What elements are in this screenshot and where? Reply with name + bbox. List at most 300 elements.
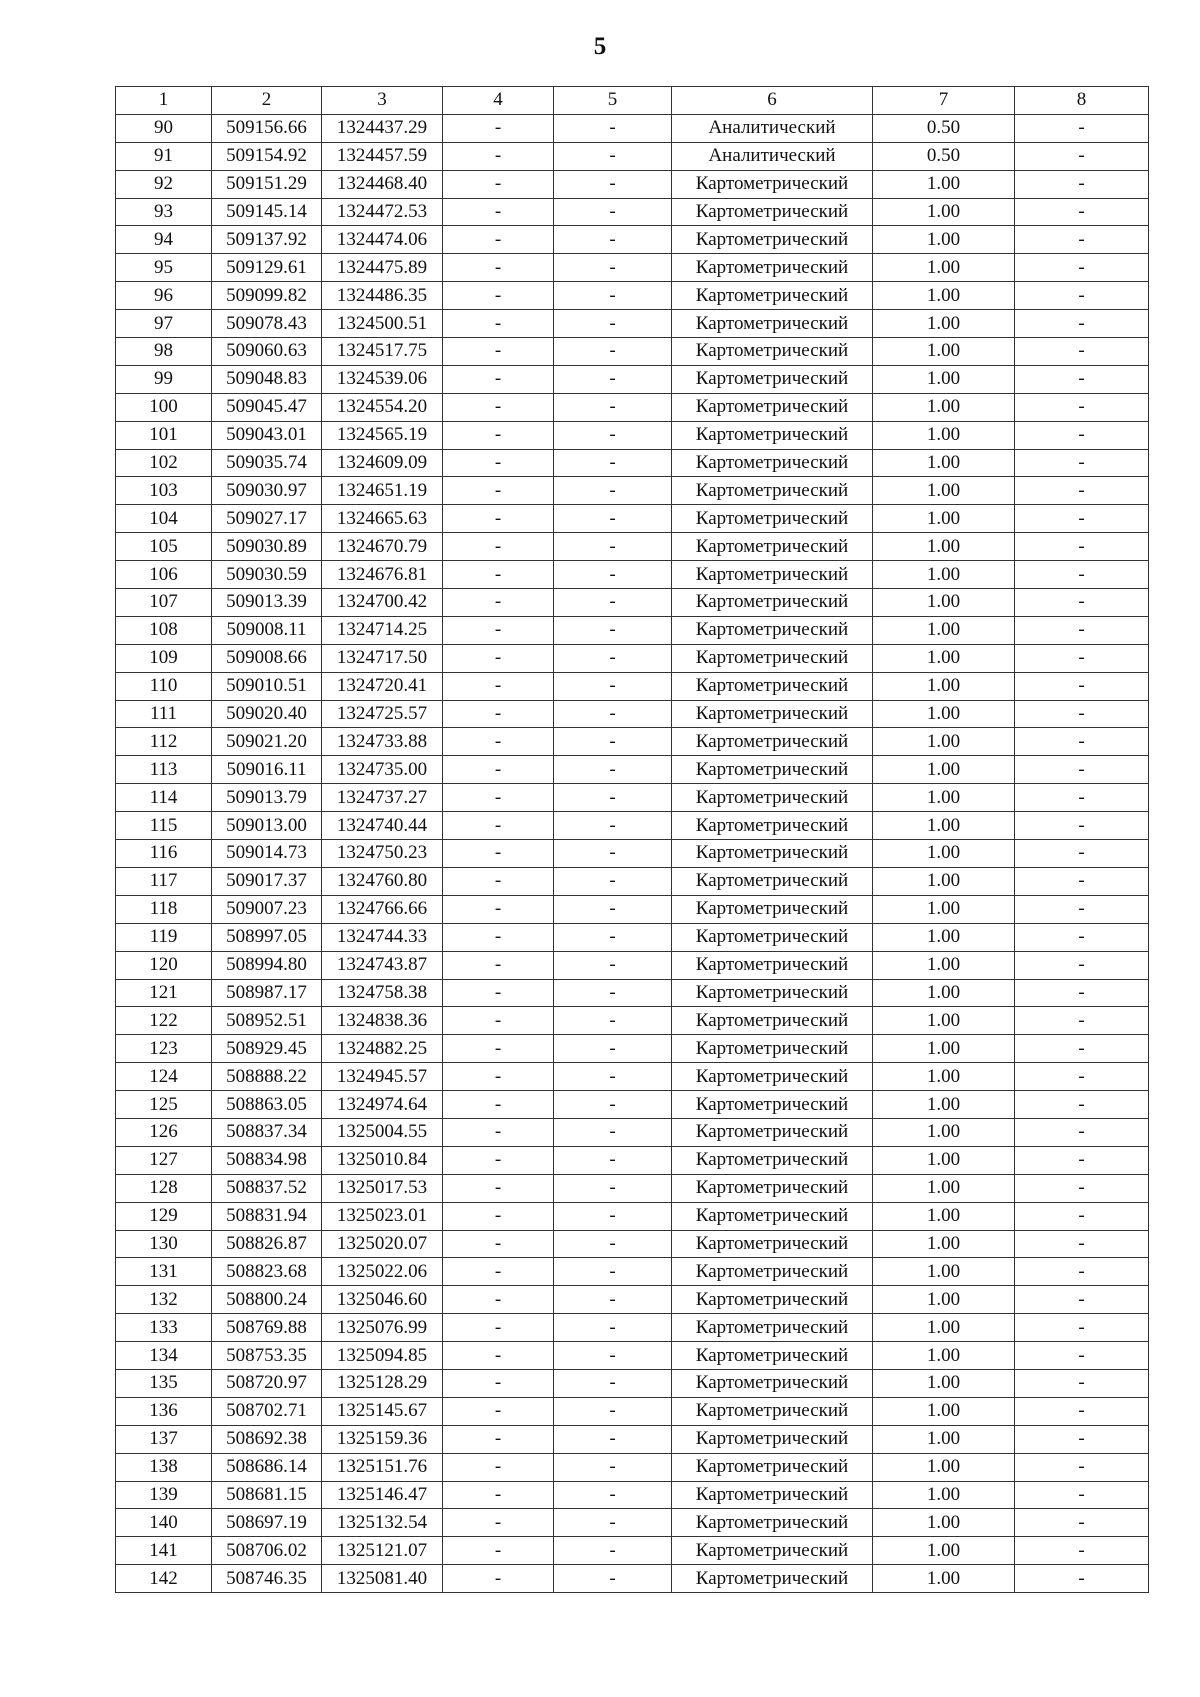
point-number-cell: 110: [116, 672, 212, 700]
column-4-cell: -: [443, 895, 554, 923]
x-coordinate-cell: 508800.24: [212, 1286, 322, 1314]
column-8-cell: -: [1015, 254, 1149, 282]
accuracy-cell: 1.00: [873, 1146, 1015, 1174]
column-5-cell: -: [554, 1258, 672, 1286]
x-coordinate-cell: 508987.17: [212, 979, 322, 1007]
point-number-cell: 93: [116, 198, 212, 226]
table-row: [116, 282, 1149, 310]
column-4-cell: -: [443, 533, 554, 561]
x-coordinate-cell: 508837.52: [212, 1174, 322, 1202]
column-5-cell: -: [554, 1509, 672, 1537]
column-8-cell: -: [1015, 1342, 1149, 1370]
column-4-cell: -: [443, 867, 554, 895]
column-4-cell: -: [443, 951, 554, 979]
x-coordinate-cell: 509030.97: [212, 477, 322, 505]
table-row: [116, 923, 1149, 951]
x-coordinate-cell: 508826.87: [212, 1230, 322, 1258]
table-row: [116, 1397, 1149, 1425]
y-coordinate-cell: 1324500.51: [322, 310, 443, 338]
point-number-cell: 130: [116, 1230, 212, 1258]
column-8-cell: -: [1015, 895, 1149, 923]
y-coordinate-cell: 1324744.33: [322, 923, 443, 951]
accuracy-cell: 1.00: [873, 644, 1015, 672]
point-number-cell: 92: [116, 170, 212, 198]
accuracy-cell: 1.00: [873, 784, 1015, 812]
y-coordinate-cell: 1324714.25: [322, 616, 443, 644]
column-5-cell: -: [554, 1342, 672, 1370]
method-cell: Картометрический: [672, 1035, 873, 1063]
x-coordinate-cell: 509021.20: [212, 728, 322, 756]
column-5-cell: -: [554, 728, 672, 756]
column-5-cell: -: [554, 589, 672, 617]
method-cell: Картометрический: [672, 672, 873, 700]
point-number-cell: 90: [116, 114, 212, 142]
column-4-cell: -: [443, 198, 554, 226]
point-number-cell: 97: [116, 310, 212, 338]
column-5-cell: -: [554, 979, 672, 1007]
column-8-cell: -: [1015, 589, 1149, 617]
y-coordinate-cell: 1324609.09: [322, 449, 443, 477]
y-coordinate-cell: 1324717.50: [322, 644, 443, 672]
point-number-cell: 142: [116, 1565, 212, 1593]
column-5-cell: -: [554, 867, 672, 895]
method-cell: Картометрический: [672, 1369, 873, 1397]
column-5-cell: -: [554, 533, 672, 561]
point-number-cell: 101: [116, 421, 212, 449]
column-4-cell: -: [443, 254, 554, 282]
column-8-cell: -: [1015, 477, 1149, 505]
accuracy-cell: 1.00: [873, 867, 1015, 895]
column-4-cell: -: [443, 1146, 554, 1174]
column-8-cell: -: [1015, 1230, 1149, 1258]
method-cell: Картометрический: [672, 895, 873, 923]
point-number-cell: 136: [116, 1397, 212, 1425]
x-coordinate-cell: 508863.05: [212, 1091, 322, 1119]
column-8-cell: -: [1015, 1258, 1149, 1286]
x-coordinate-cell: 508753.35: [212, 1342, 322, 1370]
point-number-cell: 118: [116, 895, 212, 923]
y-coordinate-cell: 1324882.25: [322, 1035, 443, 1063]
y-coordinate-cell: 1325145.67: [322, 1397, 443, 1425]
accuracy-cell: 1.00: [873, 393, 1015, 421]
y-coordinate-cell: 1324651.19: [322, 477, 443, 505]
accuracy-cell: 1.00: [873, 310, 1015, 338]
table-row: [116, 1314, 1149, 1342]
method-cell: Картометрический: [672, 589, 873, 617]
y-coordinate-cell: 1325081.40: [322, 1565, 443, 1593]
column-5-cell: -: [554, 1118, 672, 1146]
column-5-cell: -: [554, 477, 672, 505]
column-8-cell: -: [1015, 644, 1149, 672]
table-row: [116, 1202, 1149, 1230]
point-number-cell: 140: [116, 1509, 212, 1537]
x-coordinate-cell: 509013.00: [212, 812, 322, 840]
column-4-cell: -: [443, 812, 554, 840]
column-8-cell: -: [1015, 421, 1149, 449]
table-row: [116, 979, 1149, 1007]
y-coordinate-cell: 1325022.06: [322, 1258, 443, 1286]
accuracy-cell: 1.00: [873, 1063, 1015, 1091]
method-cell: Картометрический: [672, 1425, 873, 1453]
method-cell: Картометрический: [672, 505, 873, 533]
column-4-cell: -: [443, 1035, 554, 1063]
accuracy-cell: 1.00: [873, 477, 1015, 505]
x-coordinate-cell: 508997.05: [212, 923, 322, 951]
method-cell: Картометрический: [672, 644, 873, 672]
table-row: [116, 1481, 1149, 1509]
column-4-cell: -: [443, 672, 554, 700]
column-8-cell: -: [1015, 951, 1149, 979]
method-cell: Картометрический: [672, 449, 873, 477]
y-coordinate-cell: 1325046.60: [322, 1286, 443, 1314]
y-coordinate-cell: 1324474.06: [322, 226, 443, 254]
column-4-cell: -: [443, 477, 554, 505]
accuracy-cell: 1.00: [873, 365, 1015, 393]
method-cell: Аналитический: [672, 114, 873, 142]
point-number-cell: 108: [116, 616, 212, 644]
column-8-cell: -: [1015, 867, 1149, 895]
x-coordinate-cell: 509137.92: [212, 226, 322, 254]
column-8-cell: -: [1015, 756, 1149, 784]
column-8-cell: -: [1015, 1481, 1149, 1509]
x-coordinate-cell: 509048.83: [212, 365, 322, 393]
method-cell: Картометрический: [672, 1063, 873, 1091]
accuracy-cell: 1.00: [873, 505, 1015, 533]
accuracy-cell: 1.00: [873, 672, 1015, 700]
y-coordinate-cell: 1325076.99: [322, 1314, 443, 1342]
column-8-cell: -: [1015, 1286, 1149, 1314]
accuracy-cell: 1.00: [873, 700, 1015, 728]
y-coordinate-cell: 1324760.80: [322, 867, 443, 895]
y-coordinate-cell: 1325121.07: [322, 1537, 443, 1565]
method-cell: Картометрический: [672, 812, 873, 840]
x-coordinate-cell: 509027.17: [212, 505, 322, 533]
method-cell: Картометрический: [672, 561, 873, 589]
x-coordinate-cell: 508706.02: [212, 1537, 322, 1565]
column-5-cell: -: [554, 254, 672, 282]
table-header-row: [116, 87, 1149, 115]
method-cell: Картометрический: [672, 198, 873, 226]
table-row: [116, 1063, 1149, 1091]
point-number-cell: 115: [116, 812, 212, 840]
column-4-cell: -: [443, 1314, 554, 1342]
point-number-cell: 126: [116, 1118, 212, 1146]
y-coordinate-cell: 1324945.57: [322, 1063, 443, 1091]
y-coordinate-cell: 1325128.29: [322, 1369, 443, 1397]
column-8-cell: -: [1015, 1397, 1149, 1425]
accuracy-cell: 1.00: [873, 226, 1015, 254]
column-4-cell: -: [443, 756, 554, 784]
method-cell: Картометрический: [672, 393, 873, 421]
column-4-cell: -: [443, 1007, 554, 1035]
column-8-cell: -: [1015, 114, 1149, 142]
x-coordinate-cell: 508769.88: [212, 1314, 322, 1342]
column-4-cell: -: [443, 1397, 554, 1425]
table-row: [116, 226, 1149, 254]
point-number-cell: 139: [116, 1481, 212, 1509]
accuracy-cell: 1.00: [873, 1481, 1015, 1509]
column-4-cell: -: [443, 1286, 554, 1314]
y-coordinate-cell: 1325020.07: [322, 1230, 443, 1258]
accuracy-cell: 1.00: [873, 1537, 1015, 1565]
column-5-cell: -: [554, 672, 672, 700]
column-5-cell: -: [554, 1314, 672, 1342]
column-8-cell: -: [1015, 393, 1149, 421]
table-row: [116, 1035, 1149, 1063]
x-coordinate-cell: 509008.11: [212, 616, 322, 644]
point-number-cell: 95: [116, 254, 212, 282]
x-coordinate-cell: 509007.23: [212, 895, 322, 923]
point-number-cell: 100: [116, 393, 212, 421]
column-4-cell: -: [443, 365, 554, 393]
x-coordinate-cell: 508681.15: [212, 1481, 322, 1509]
method-cell: Картометрический: [672, 1314, 873, 1342]
table-row: [116, 561, 1149, 589]
point-number-cell: 138: [116, 1453, 212, 1481]
y-coordinate-cell: 1324725.57: [322, 700, 443, 728]
table-row: [116, 1342, 1149, 1370]
column-5-cell: -: [554, 1230, 672, 1258]
y-coordinate-cell: 1325004.55: [322, 1118, 443, 1146]
point-number-cell: 134: [116, 1342, 212, 1370]
accuracy-cell: 1.00: [873, 1314, 1015, 1342]
accuracy-cell: 1.00: [873, 1230, 1015, 1258]
point-number-cell: 112: [116, 728, 212, 756]
point-number-cell: 127: [116, 1146, 212, 1174]
x-coordinate-cell: 509010.51: [212, 672, 322, 700]
table-row: [116, 1091, 1149, 1119]
y-coordinate-cell: 1324554.20: [322, 393, 443, 421]
column-4-cell: -: [443, 1509, 554, 1537]
y-coordinate-cell: 1325010.84: [322, 1146, 443, 1174]
method-cell: Картометрический: [672, 1118, 873, 1146]
column-8-cell: -: [1015, 338, 1149, 366]
x-coordinate-cell: 509017.37: [212, 867, 322, 895]
column-header-6: 6: [672, 87, 873, 115]
x-coordinate-cell: 509008.66: [212, 644, 322, 672]
column-5-cell: -: [554, 1174, 672, 1202]
x-coordinate-cell: 509060.63: [212, 338, 322, 366]
column-8-cell: -: [1015, 310, 1149, 338]
method-cell: Картометрический: [672, 700, 873, 728]
accuracy-cell: 1.00: [873, 1174, 1015, 1202]
accuracy-cell: 1.00: [873, 589, 1015, 617]
table-row: [116, 142, 1149, 170]
column-8-cell: -: [1015, 700, 1149, 728]
accuracy-cell: 1.00: [873, 170, 1015, 198]
y-coordinate-cell: 1324437.29: [322, 114, 443, 142]
accuracy-cell: 1.00: [873, 1509, 1015, 1537]
column-5-cell: -: [554, 895, 672, 923]
method-cell: Картометрический: [672, 1146, 873, 1174]
y-coordinate-cell: 1324475.89: [322, 254, 443, 282]
x-coordinate-cell: 509129.61: [212, 254, 322, 282]
column-4-cell: -: [443, 142, 554, 170]
column-8-cell: -: [1015, 198, 1149, 226]
point-number-cell: 119: [116, 923, 212, 951]
column-8-cell: -: [1015, 728, 1149, 756]
column-4-cell: -: [443, 1258, 554, 1286]
column-4-cell: -: [443, 1202, 554, 1230]
y-coordinate-cell: 1324758.38: [322, 979, 443, 1007]
x-coordinate-cell: 508837.34: [212, 1118, 322, 1146]
column-5-cell: -: [554, 170, 672, 198]
accuracy-cell: 1.00: [873, 1565, 1015, 1593]
y-coordinate-cell: 1324565.19: [322, 421, 443, 449]
column-8-cell: -: [1015, 672, 1149, 700]
column-5-cell: -: [554, 1565, 672, 1593]
column-4-cell: -: [443, 226, 554, 254]
column-4-cell: -: [443, 310, 554, 338]
point-number-cell: 141: [116, 1537, 212, 1565]
method-cell: Картометрический: [672, 477, 873, 505]
accuracy-cell: 1.00: [873, 1425, 1015, 1453]
table-row: [116, 728, 1149, 756]
y-coordinate-cell: 1325132.54: [322, 1509, 443, 1537]
accuracy-cell: 1.00: [873, 1091, 1015, 1119]
y-coordinate-cell: 1324472.53: [322, 198, 443, 226]
accuracy-cell: 1.00: [873, 728, 1015, 756]
method-cell: Картометрический: [672, 728, 873, 756]
x-coordinate-cell: 509013.39: [212, 589, 322, 617]
column-4-cell: -: [443, 393, 554, 421]
table-row: [116, 1425, 1149, 1453]
point-number-cell: 113: [116, 756, 212, 784]
y-coordinate-cell: 1324737.27: [322, 784, 443, 812]
method-cell: Картометрический: [672, 421, 873, 449]
column-8-cell: -: [1015, 1202, 1149, 1230]
y-coordinate-cell: 1324468.40: [322, 170, 443, 198]
table-row: [116, 1118, 1149, 1146]
column-5-cell: -: [554, 923, 672, 951]
point-number-cell: 109: [116, 644, 212, 672]
column-5-cell: -: [554, 840, 672, 868]
accuracy-cell: 1.00: [873, 895, 1015, 923]
x-coordinate-cell: 508929.45: [212, 1035, 322, 1063]
accuracy-cell: 1.00: [873, 1118, 1015, 1146]
column-4-cell: -: [443, 338, 554, 366]
method-cell: Картометрический: [672, 338, 873, 366]
column-8-cell: -: [1015, 1091, 1149, 1119]
x-coordinate-cell: 508831.94: [212, 1202, 322, 1230]
table-row: [116, 114, 1149, 142]
column-8-cell: -: [1015, 1063, 1149, 1091]
y-coordinate-cell: 1324766.66: [322, 895, 443, 923]
method-cell: Картометрический: [672, 254, 873, 282]
table-row: [116, 505, 1149, 533]
coordinates-table: [115, 86, 1149, 1593]
column-4-cell: -: [443, 1091, 554, 1119]
method-cell: Картометрический: [672, 784, 873, 812]
column-4-cell: -: [443, 114, 554, 142]
table-row: [116, 393, 1149, 421]
column-4-cell: -: [443, 644, 554, 672]
table-row: [116, 1369, 1149, 1397]
column-5-cell: -: [554, 421, 672, 449]
y-coordinate-cell: 1324517.75: [322, 338, 443, 366]
table-row: [116, 1453, 1149, 1481]
column-5-cell: -: [554, 142, 672, 170]
x-coordinate-cell: 508952.51: [212, 1007, 322, 1035]
table-row: [116, 840, 1149, 868]
point-number-cell: 104: [116, 505, 212, 533]
method-cell: Картометрический: [672, 310, 873, 338]
column-5-cell: -: [554, 310, 672, 338]
y-coordinate-cell: 1324974.64: [322, 1091, 443, 1119]
table-row: [116, 365, 1149, 393]
accuracy-cell: 1.00: [873, 616, 1015, 644]
x-coordinate-cell: 508697.19: [212, 1509, 322, 1537]
method-cell: Картометрический: [672, 365, 873, 393]
method-cell: Картометрический: [672, 840, 873, 868]
x-coordinate-cell: 508994.80: [212, 951, 322, 979]
method-cell: Картометрический: [672, 616, 873, 644]
method-cell: Картометрический: [672, 951, 873, 979]
column-8-cell: -: [1015, 449, 1149, 477]
table-row: [116, 533, 1149, 561]
point-number-cell: 107: [116, 589, 212, 617]
point-number-cell: 128: [116, 1174, 212, 1202]
point-number-cell: 111: [116, 700, 212, 728]
column-4-cell: -: [443, 616, 554, 644]
table-row: [116, 1174, 1149, 1202]
table-row: [116, 170, 1149, 198]
column-5-cell: -: [554, 616, 672, 644]
accuracy-cell: 1.00: [873, 1202, 1015, 1230]
y-coordinate-cell: 1324740.44: [322, 812, 443, 840]
column-5-cell: -: [554, 1397, 672, 1425]
column-5-cell: -: [554, 561, 672, 589]
method-cell: Картометрический: [672, 923, 873, 951]
x-coordinate-cell: 509035.74: [212, 449, 322, 477]
column-8-cell: -: [1015, 784, 1149, 812]
accuracy-cell: 1.00: [873, 449, 1015, 477]
method-cell: Картометрический: [672, 756, 873, 784]
column-8-cell: -: [1015, 1453, 1149, 1481]
method-cell: Картометрический: [672, 1481, 873, 1509]
accuracy-cell: 1.00: [873, 198, 1015, 226]
column-4-cell: -: [443, 1174, 554, 1202]
column-8-cell: -: [1015, 282, 1149, 310]
column-4-cell: -: [443, 979, 554, 1007]
y-coordinate-cell: 1324733.88: [322, 728, 443, 756]
accuracy-cell: 1.00: [873, 1342, 1015, 1370]
column-5-cell: -: [554, 226, 672, 254]
column-5-cell: -: [554, 1369, 672, 1397]
column-5-cell: -: [554, 1007, 672, 1035]
column-8-cell: -: [1015, 1174, 1149, 1202]
column-8-cell: -: [1015, 226, 1149, 254]
column-8-cell: -: [1015, 840, 1149, 868]
point-number-cell: 94: [116, 226, 212, 254]
table-row: [116, 1286, 1149, 1314]
column-5-cell: -: [554, 644, 672, 672]
column-5-cell: -: [554, 812, 672, 840]
column-5-cell: -: [554, 449, 672, 477]
method-cell: Картометрический: [672, 1091, 873, 1119]
x-coordinate-cell: 509099.82: [212, 282, 322, 310]
method-cell: Картометрический: [672, 1230, 873, 1258]
column-5-cell: -: [554, 1425, 672, 1453]
column-8-cell: -: [1015, 1369, 1149, 1397]
x-coordinate-cell: 508834.98: [212, 1146, 322, 1174]
method-cell: Картометрический: [672, 282, 873, 310]
table-row: [116, 589, 1149, 617]
point-number-cell: 132: [116, 1286, 212, 1314]
method-cell: Картометрический: [672, 1007, 873, 1035]
accuracy-cell: 1.00: [873, 979, 1015, 1007]
column-8-cell: -: [1015, 812, 1149, 840]
